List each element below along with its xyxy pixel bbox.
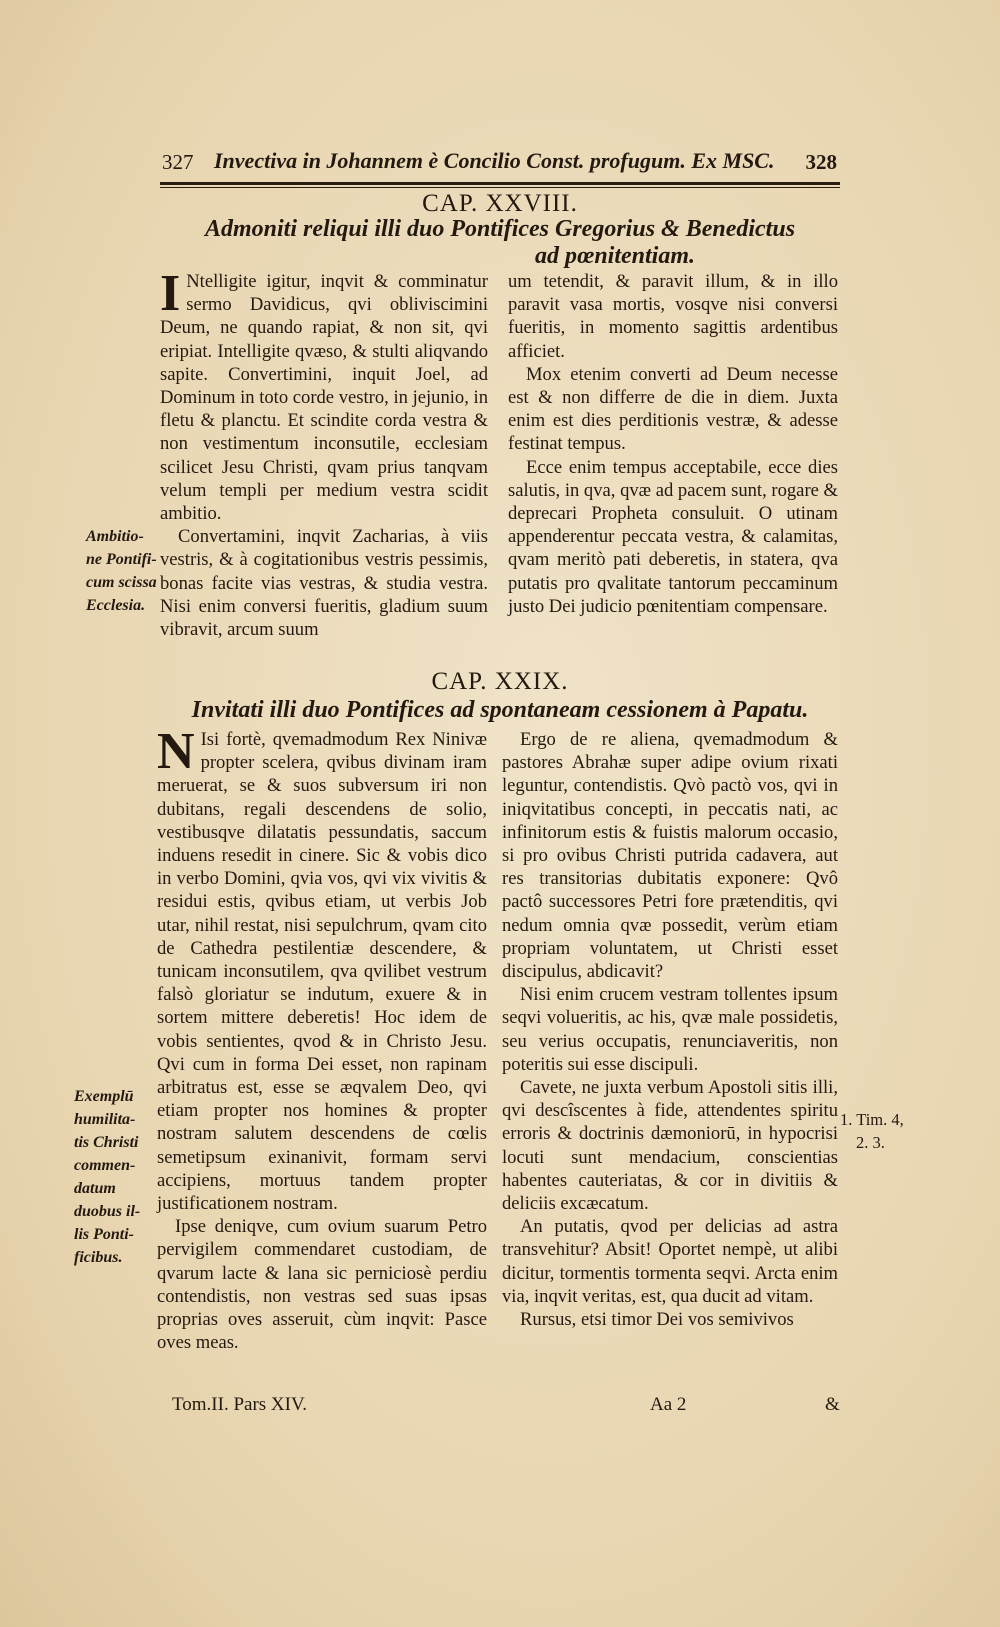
chapter-29-right-paragraph-3: Cavete, ne juxta verbum Apostoli sitis illi, qvi descîscentes à fide, attendentes spiritu erroris & doctrinis dæmoniorū, in hypocrisi locuti sunt mendacium, conscientias habentes cauteriatas, & cor in divitiis & deliciis excæcatum. <box>502 1077 838 1215</box>
scripture-reference-line: 2. 3. <box>856 1133 885 1152</box>
chapter-29-right-paragraph-1: Ergo de re aliena, qvemadmodum & pastores Abrahæ super adipe ovium rixati leguntur, contendistis. Qvò pactò vos, qvi in iniqvitatibus concepti, in peccatis nati, ac infinitorum estis & fuistis malorum occasio, si pro ovibus Christi putrida cadavera, aut res transitorias dubitatis exponere: Qvô pactô successores Petri fore prætenditis, qvi nedum omnia qvæ possedit, verùm etiam propriam voluntatem, ut Christi esset discipulus, abdicavit? <box>502 729 838 983</box>
chapter-28-subtitle <box>160 216 840 270</box>
chapter-28-left-paragraph-2: Convertamini, inqvit Zacharias, à viis vestris, & à cogitationibus vestris pessimis, bonas facite vias vestras, & studia vestra. Nisi enim conversi fueritis, gladium suum vibravit, arcum suum <box>160 526 488 641</box>
chapter-28-left-paragraph-1: Ntelligite igitur, inqvit & comminatur sermo Davidicus, qvi obliviscimini Deum, ne quando rapiat, & non sit, qvi eripiat. Intelligite qvæso, & stulti aliqvando sapite. Convertimini, inquit Joel, ad Dominum in toto corde vestro, in jejunio, in fletu & planctu. Et scindite corda vestra & non vestimentum inconsutile, ecclesiam scilicet Jesu Christi, qvam prius tanqvam velum templi per medium vestra scidit ambitio. <box>160 271 488 525</box>
chapter-28-subtitle-line2: ad pœnitentiam. <box>534 243 696 269</box>
signature-mark: Aa 2 <box>650 1394 687 1415</box>
chapter-28-left-column <box>160 265 488 641</box>
chapter-29-right-column <box>502 728 838 1331</box>
margin-note-line: duobus il- <box>74 1203 141 1220</box>
page-footer <box>160 1394 840 1420</box>
margin-note-line: commen- <box>74 1157 136 1174</box>
margin-note-line: ficibus. <box>74 1249 123 1266</box>
catchword: & <box>825 1394 840 1415</box>
drop-cap-n: N <box>157 723 195 780</box>
chapter-29-left-column <box>157 723 487 1354</box>
page-number-right: 328 <box>805 150 837 174</box>
margin-note-line: humilita- <box>74 1111 136 1128</box>
margin-note-line: Ecclesia. <box>86 597 146 614</box>
chapter-29-left-paragraph-1: Isi fortè, qvemadmodum Rex Ninivæ propter scelera, qvibus divinam iram meruerat, se & suos subversum iri non dubitans, regali descendens de solio, vestibusqve dilatatis pessundatis, saccum induens resedit in cinere. Sic & vobis dico in verbo Domini, qvia vos, qvi vix vivitis & residui estis, qvibus etiam, ut verbis Job utar, nihil restat, nisi sepulchrum, qvam cito de Cathedra pestilentiæ descendere, & tunicam inconsutilem, qva qvilibet vestrum falsò gloriatur se indutum, exuere & in sortem mittere deberetis! Hoc idem de vobis sentientes, qvod & in Christo Jesu. Qvi cum in forma Dei esset, non rapinam arbitratus est, esse se æqvalem Deo, qvi etiam propter nos homines & propter nostram salutem descendens de cœlis semetipsum exinanivit, formam servi accipiens, mortuus tandem propter justificationem nostram. <box>157 729 487 1215</box>
margin-note-line: tis Christi <box>74 1134 139 1151</box>
chapter-29-right-paragraph-2: Nisi enim crucem vestram tollentes ipsum seqvi volueritis, ac his, qvæ male possidetis, seu verius occupatis, renunciaveritis, non poteritis sui esse discipuli. <box>502 984 838 1075</box>
drop-cap-i: I <box>160 265 181 322</box>
chapter-28-margin-note <box>86 525 160 617</box>
scripture-reference-line: 1. Tim. 4, <box>840 1110 904 1129</box>
running-header <box>162 146 837 180</box>
chapter-29-left-paragraph-2: Ipse deniqve, cum ovium suarum Petro pervigilem commendaret custodiam, de qvarum lacte & lana sic perniciosè perdiu contendistis, non vestras sed suas ipsas proprias oves asseruit, cùm inqvit: Pasce oves meas. <box>157 1216 487 1354</box>
chapter-28-subtitle-line1: Admoniti reliqui illi duo Pontifices Gregorius & Benedictus <box>204 216 796 242</box>
chapter-29-subtitle: Invitati illi duo Pontifices ad spontaneam cessionem à Papatu. <box>191 697 809 723</box>
margin-note-line: lis Ponti- <box>74 1226 135 1243</box>
chapter-28-heading: CAP. XXVIII. <box>422 190 578 217</box>
chapter-28-right-paragraph-3: Ecce enim tempus acceptabile, ecce dies salutis, in qva, qvæ ad pacem sunt, rogare & deprecari Propheta consuluit. O utinam appenderentur peccata vestra, & calamitas, qvam meritò pati deberetis, in statera, qva putatis pro qvalitate tantorum peccaminum justo Dei judicio pœnitentiam compensare. <box>508 456 838 617</box>
running-title: Invectiva in Johannem è Concilio Const. profugum. Ex MSC. <box>214 148 775 173</box>
page-number-left: 327 <box>162 150 194 174</box>
chapter-29-right-paragraph-5: Rursus, etsi timor Dei vos semivivos <box>520 1309 794 1331</box>
chapter-29-margin-note <box>74 1085 158 1269</box>
chapter-28-right-column <box>508 270 838 618</box>
volume-label: Tom.II. Pars XIV. <box>172 1394 308 1415</box>
margin-note-line: datum <box>74 1180 116 1197</box>
chapter-28-right-paragraph-2: Mox etenim converti ad Deum necesse est & non differre de die in diem. Juxta enim est dies perditionis vestræ, & adesse festinat tempus. <box>508 363 838 455</box>
header-rule-thin <box>160 187 840 188</box>
margin-note-line: Exemplū <box>74 1088 134 1105</box>
margin-note-line: ne Pontifi- <box>86 551 157 568</box>
chapter-29-right-paragraph-4: An putatis, qvod per delicias ad astra transvehitur? Absit! Oportet nempè, ut alibi dicitur, tormentis tormenta seqvi. Arcta enim via, inqvit veritas, est, qua ducit ad vitam. <box>502 1216 838 1307</box>
scripture-reference <box>840 1108 940 1154</box>
header-rule <box>160 182 840 185</box>
margin-note-line: Ambitio- <box>86 528 144 545</box>
margin-note-line: cum scissa <box>86 574 157 591</box>
chapter-28-right-paragraph-1: um tetendit, & paravit illum, & in illo paravit vasa mortis, vosqve nisi conversi fueritis, in momento sagittis ardentibus afficiet. <box>508 271 838 362</box>
chapter-29-heading: CAP. XXIX. <box>431 668 569 695</box>
